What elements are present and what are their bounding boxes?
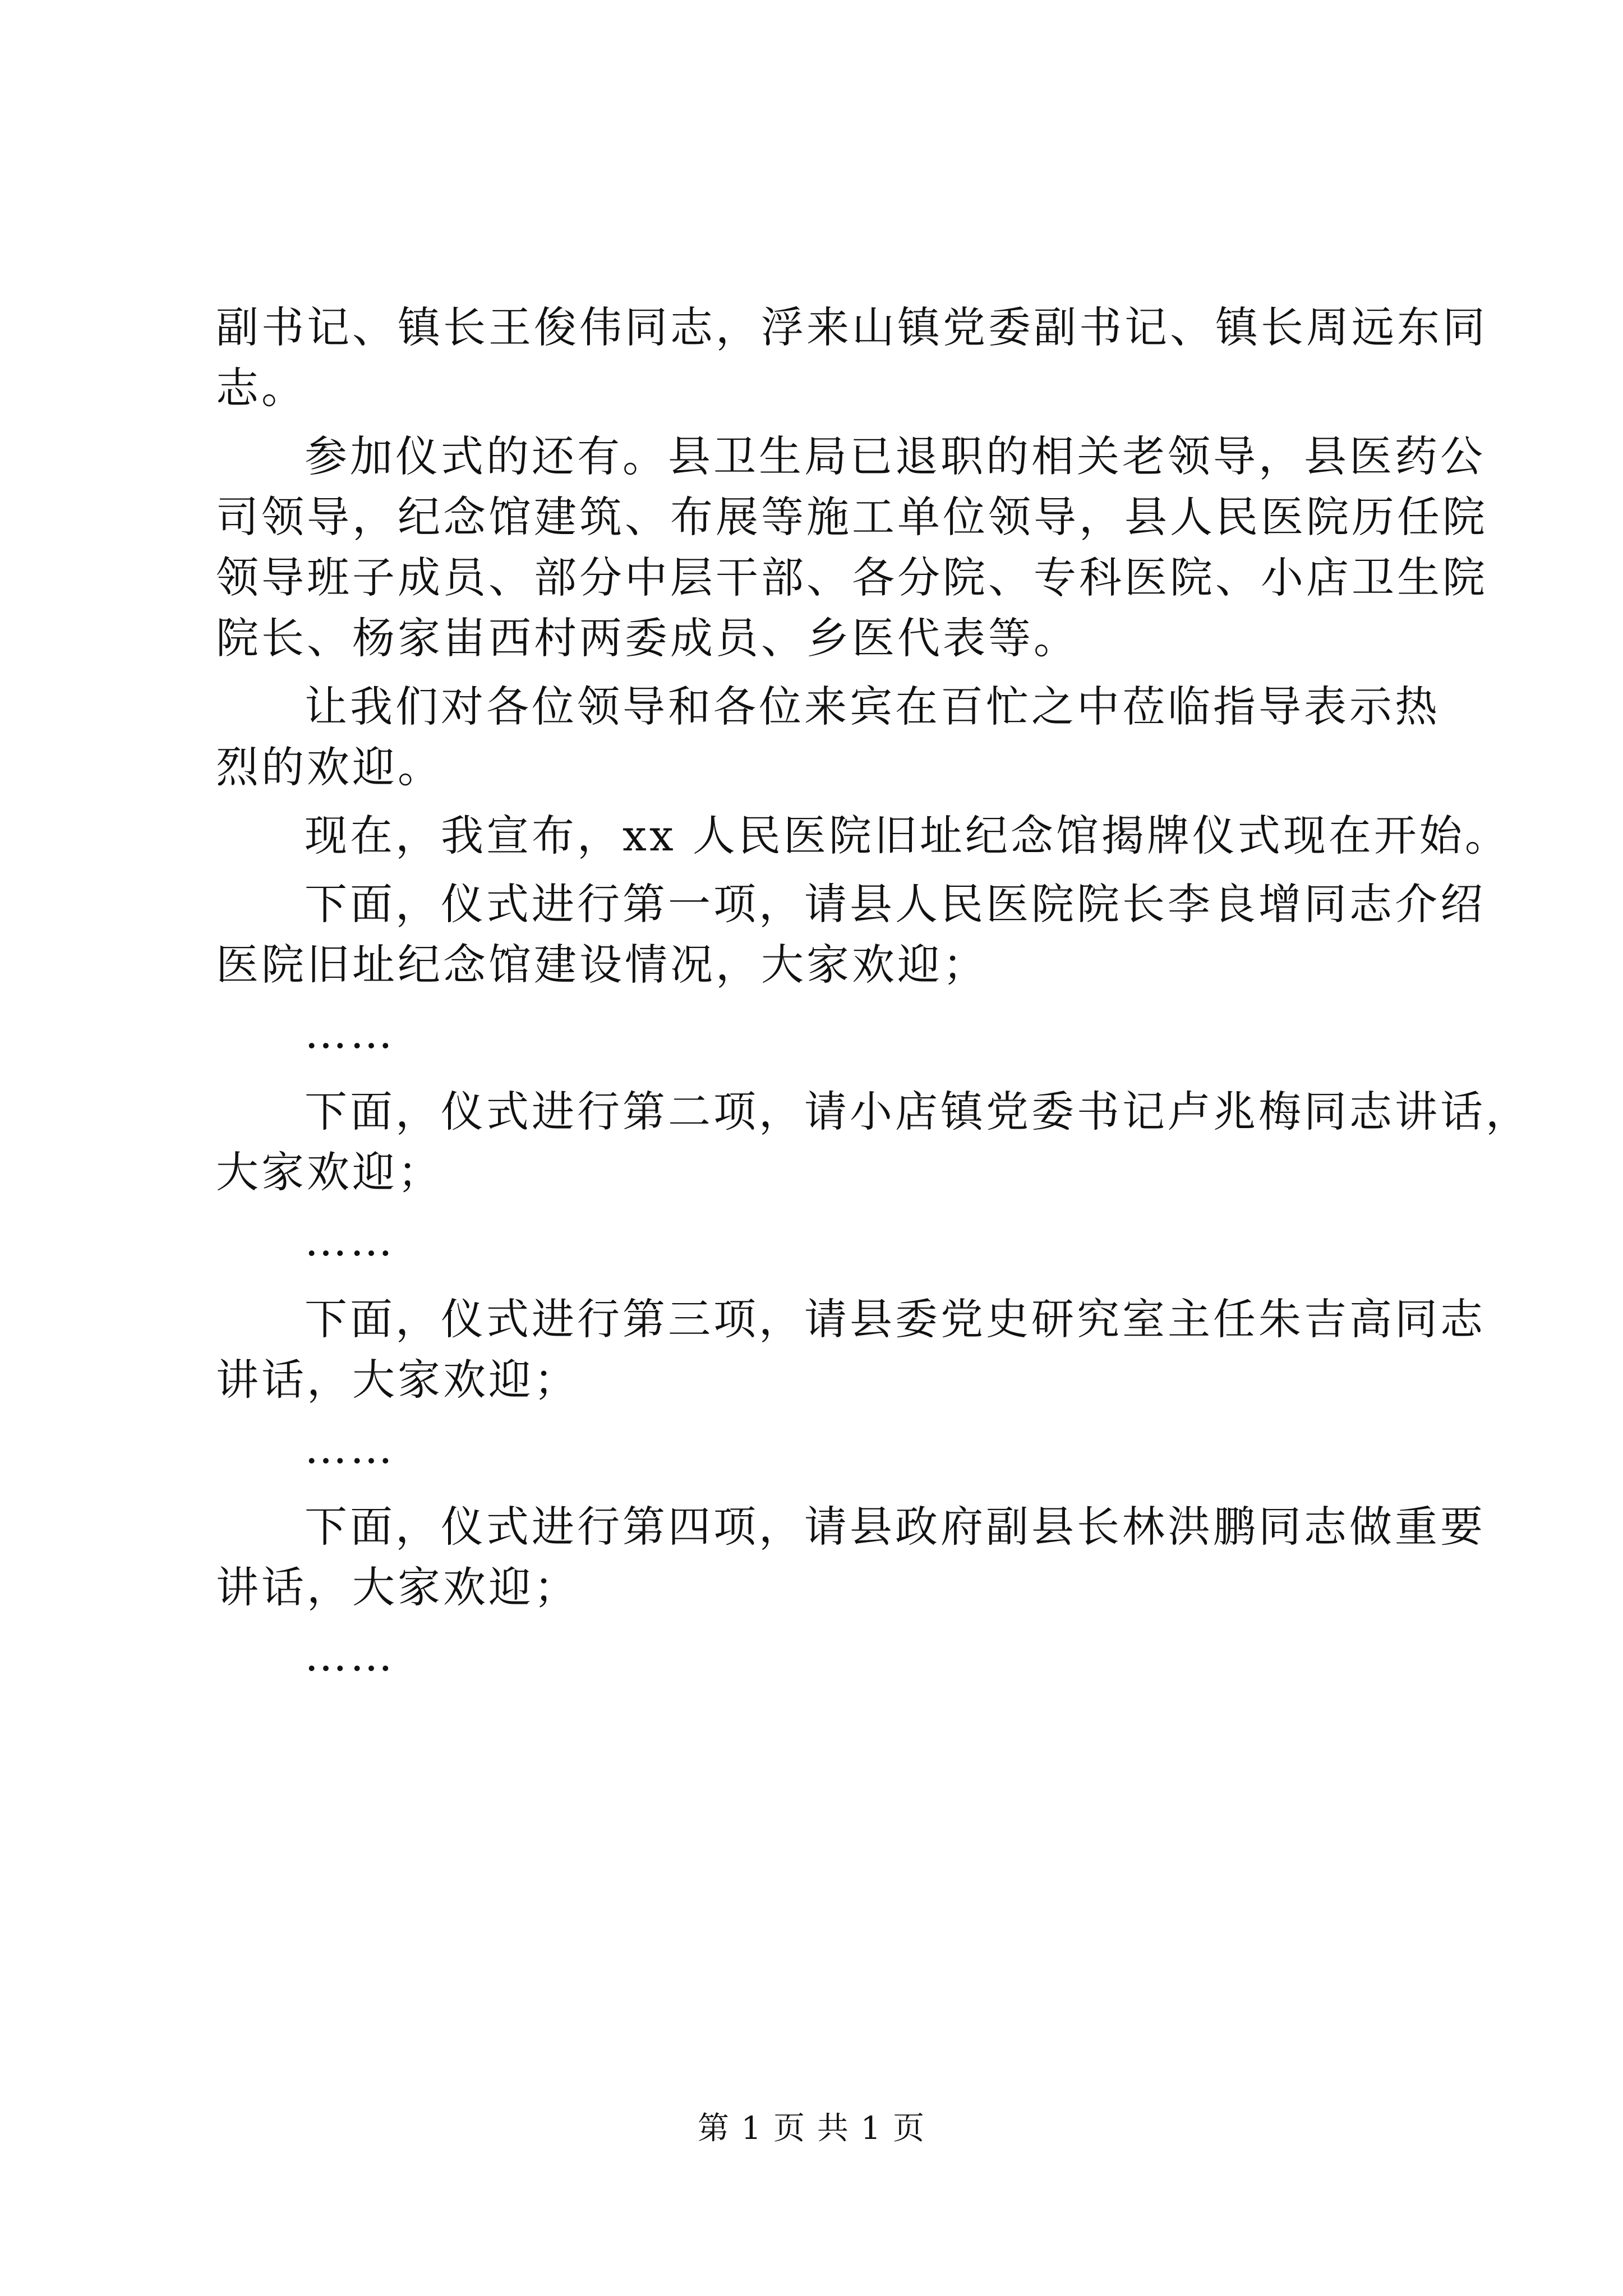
text-line: 现在，我宣布，xx 人民医院旧址纪念馆揭牌仪式现在开始。 (305, 811, 1510, 861)
page-number-label: 第 1 页 共 1 页 (697, 2110, 926, 2147)
text-line: 医院旧址纪念馆建设情况，大家欢迎； (216, 940, 988, 990)
text-line: 下面，仪式进行第一项，请县人民医院院长李良增同志介绍 (305, 879, 1486, 929)
text-line: 下面，仪式进行第三项，请县委党史研究室主任朱吉高同志 (305, 1294, 1486, 1344)
text-line: 下面，仪式进行第二项，请小店镇党委书记卢兆梅同志讲话， (305, 1087, 1531, 1137)
text-line: 司领导，纪念馆建筑、布展等施工单位领导，县人民医院历任院 (216, 492, 1488, 542)
text-line: 副书记、镇长王俊伟同志，浮来山镇党委副书记、镇长周远东同 (216, 302, 1488, 352)
document-body (216, 297, 1531, 1686)
text-line: 志。 (216, 363, 307, 413)
text-line: 参加仪式的还有。县卫生局已退职的相关老领导，县医药公 (305, 431, 1486, 481)
ellipsis-line: …… (305, 1008, 395, 1058)
text-line: 下面，仪式进行第四项，请县政府副县长林洪鹏同志做重要 (305, 1502, 1486, 1552)
text-line: 讲话，大家欢迎； (216, 1355, 579, 1405)
text-line: 让我们对各位领导和各位来宾在百忙之中莅临指导表示热 (305, 682, 1440, 731)
text-line: 大家欢迎； (216, 1147, 443, 1197)
ellipsis-line: …… (305, 1216, 395, 1266)
text-line: 院长、杨家峀西村两委成员、乡医代表等。 (216, 613, 1079, 663)
text-line: 烈的欢迎。 (216, 742, 443, 792)
page-footer (0, 2104, 1623, 2148)
ellipsis-line: …… (305, 1631, 395, 1681)
ellipsis-line: …… (305, 1423, 395, 1473)
text-line: 讲话，大家欢迎； (216, 1562, 579, 1612)
text-line: 领导班子成员、部分中层干部、各分院、专科医院、小店卫生院 (216, 553, 1488, 602)
